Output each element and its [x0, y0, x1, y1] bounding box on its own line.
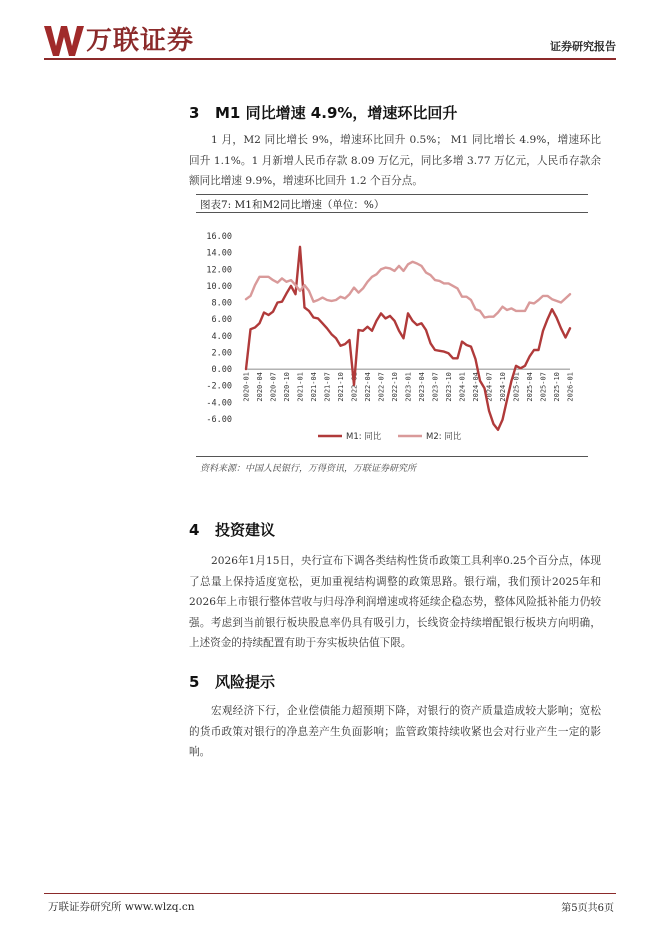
figure-bottom-rule [196, 456, 588, 457]
footer-org-website: 万联证券研究所 www.wlzq.cn [48, 901, 195, 913]
section-5-body [189, 701, 601, 763]
x-tick-label: 2020-04 [256, 372, 264, 402]
report-type-label: 证券研究报告 [550, 40, 616, 53]
section-5-heading [189, 671, 275, 692]
y-tick-label: 0.00 [211, 365, 232, 376]
section-title-text: M1 同比增速 4.9%，增速环比回升 [215, 104, 458, 122]
y-tick-label: 8.00 [211, 298, 232, 309]
x-tick-label: 2020-07 [269, 372, 278, 402]
x-tick-label: 2021-04 [310, 372, 318, 402]
y-tick-label: 16.00 [206, 232, 232, 242]
figure-top-rule [196, 194, 588, 195]
m1-m2-line-chart [196, 214, 588, 454]
section-4-body [189, 551, 601, 654]
figure-title: 图表7: M1和M2同比增速（单位：%） [200, 199, 385, 211]
page-header [0, 0, 662, 62]
x-tick-label: 2023-01 [404, 372, 413, 402]
logo-text: 万联证券 [86, 26, 195, 56]
series-line-m2 [246, 262, 570, 318]
paragraph: 1 月，M2 同比增长 9%，增速环比回升 0.5%； M1 同比增长 4.9%，增速环比回升 1.1%。1 月新增人民币存款 8.09 万亿元，同比多增 3.77 万亿元，人民币存款余额同比增速 9.9%，增速环比回升 1.2 个百分点。 [189, 134, 601, 187]
section-number: 3 [189, 104, 200, 122]
x-tick-label: 2022-01 [350, 372, 359, 402]
legend-label: M2: 同比 [426, 432, 462, 442]
x-tick-label: 2021-10 [337, 372, 345, 402]
y-tick-label: -2.00 [206, 381, 232, 392]
paragraph: 宏观经济下行，企业偿债能力超预期下降，对银行的资产质量造成较大影响；宽松的货币政策对银行的净息差产生负面影响；监管政策持续收紧也会对行业产生一定的影响。 [189, 705, 601, 758]
x-tick-label: 2022-07 [377, 372, 386, 402]
x-tick-label: 2023-10 [445, 372, 453, 402]
section-number: 5 [189, 673, 200, 691]
x-tick-label: 2021-07 [323, 372, 332, 402]
x-tick-label: 2023-07 [431, 372, 440, 402]
section-3-body [189, 130, 601, 192]
x-tick-label: 2022-04 [364, 372, 372, 402]
y-tick-label: 6.00 [211, 315, 232, 326]
footer-divider [44, 893, 616, 894]
x-tick-label: 2024-04 [472, 372, 480, 402]
x-tick-label: 2024-07 [485, 372, 494, 402]
x-tick-label: 2020-10 [283, 372, 291, 402]
y-tick-label: -4.00 [206, 398, 232, 409]
x-tick-label: 2026-01 [566, 372, 575, 402]
figure-title-rule [196, 212, 588, 213]
x-tick-label: 2022-10 [391, 372, 399, 402]
paragraph: 2026年1月15日，央行宣布下调各类结构性货币政策工具利率0.25个百分点，体现了总量上保持适度宽松，更加重视结构调整的政策思路。银行端，我们预计2025年和2026年上市银行整体营收与归母净利润增速或将延续企稳态势，整体风险抵补能力仍较强。考虑到当前银行板块股息率仍具有吸引力，长线资金持续增配银行板块方向明确，上述资金的持续配置有助于夯实板块估值下限。 [189, 555, 601, 649]
y-tick-label: -6.00 [206, 415, 232, 425]
x-tick-label: 2023-04 [418, 372, 426, 402]
x-tick-label: 2025-04 [526, 372, 534, 402]
y-tick-label: 12.00 [206, 265, 232, 276]
figure-source: 资料来源：中国人民银行，万得资讯，万联证券研究所 [200, 464, 417, 474]
section-4-heading [189, 519, 275, 540]
brand-logo [44, 24, 194, 58]
x-tick-label: 2025-07 [539, 372, 548, 402]
logo-w-icon [44, 24, 84, 58]
x-tick-label: 2024-01 [458, 372, 467, 402]
x-tick-label: 2024-10 [499, 372, 507, 402]
x-tick-label: 2025-10 [553, 372, 561, 402]
section-title-text: 风险提示 [215, 673, 276, 691]
header-divider [44, 58, 616, 60]
y-tick-label: 4.00 [211, 331, 232, 342]
y-tick-label: 14.00 [206, 248, 232, 259]
legend-label: M1: 同比 [346, 432, 382, 442]
x-tick-label: 2020-01 [242, 372, 251, 402]
section-title-text: 投资建议 [215, 521, 276, 539]
page-number: 第5页共6页 [561, 903, 614, 914]
y-tick-label: 10.00 [206, 281, 232, 292]
x-tick-label: 2021-01 [296, 372, 305, 402]
section-number: 4 [189, 521, 200, 539]
section-3-heading [189, 102, 457, 123]
x-tick-label: 2025-01 [512, 372, 521, 402]
y-tick-label: 2.00 [211, 348, 232, 359]
